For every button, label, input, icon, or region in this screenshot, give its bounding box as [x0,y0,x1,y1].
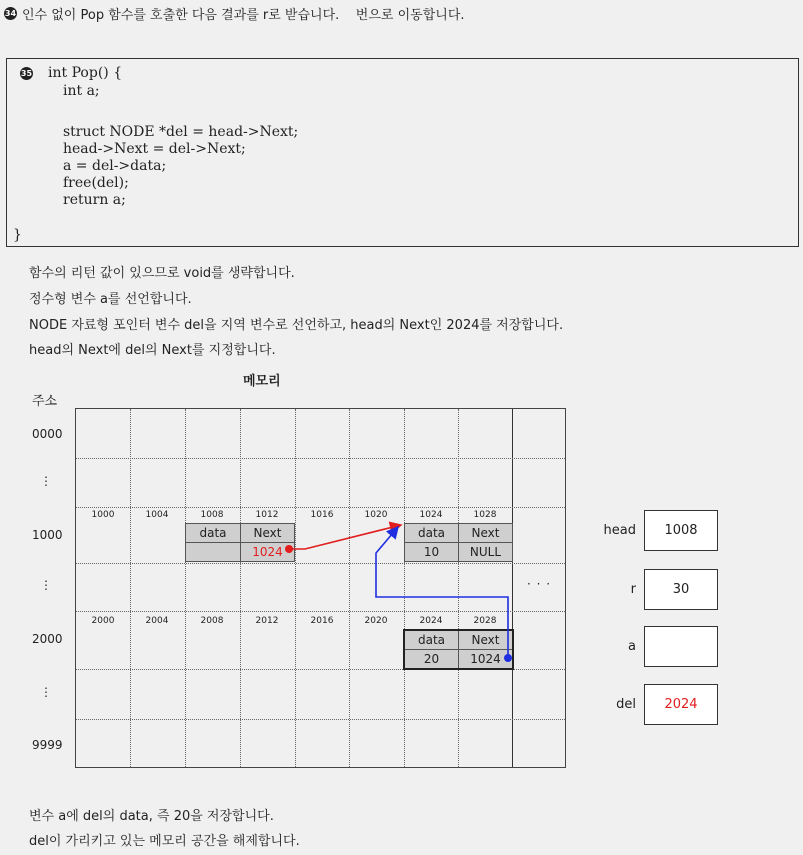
description-4: head의 Next에 del의 Next를 지정합니다. [29,343,276,358]
address-1016: 1016 [310,510,334,520]
address-2000: 2000 [91,616,115,626]
address-2004: 2004 [145,616,169,626]
var-r-label: r [630,582,636,597]
node-1024-data-value: 10 [404,542,459,562]
address-1004: 1004 [145,510,169,520]
address-label: 주소 [32,394,58,409]
var-a-label: a [628,639,636,654]
address-1024: 1024 [419,510,443,520]
node-1008-next-value: 1024 [240,542,295,562]
row-label-ellipsis-1: ⋮ [40,474,52,488]
row-label-2000: 2000 [32,632,63,646]
var-head-label: head [603,523,636,538]
var-head-box: 1008 [644,510,718,551]
address-1028: 1028 [473,510,497,520]
var-del-box: 2024 [644,684,718,725]
code-line-4: struct NODE *del = head->Next; [63,124,299,140]
code-line-7: free(del); [63,175,129,191]
row-label-ellipsis-3: ⋮ [40,685,52,699]
step-number-badge: 34 [4,9,17,18]
var-r-box: 30 [644,569,718,610]
row-label-9999: 9999 [32,738,63,752]
address-2012: 2012 [255,616,279,626]
step-header-text: 인수 없이 Pop 함수를 호출한 다음 결과를 r로 받습니다. 번으로 이동합니다. [22,8,465,23]
address-1012: 1012 [255,510,279,520]
code-line-9: } [13,227,22,243]
address-2020: 2020 [364,616,388,626]
code-line-6: a = del->data; [63,158,167,174]
row-label-1000: 1000 [32,528,63,542]
address-1020: 1020 [364,510,388,520]
description-1: 함수의 리턴 값이 있으므로 void를 생략합니다. [29,266,295,281]
address-2016: 2016 [310,616,334,626]
address-1008: 1008 [200,510,224,520]
code-line-1: int Pop() { [48,65,123,81]
red-pointer-arrow [285,525,401,553]
description-6: del이 가리키고 있는 메모리 공간을 해제합니다. [29,834,300,849]
address-2024: 2024 [419,616,443,626]
row-label-ellipsis-2: ⋮ [40,578,52,592]
node-1024-next-header: Next [458,523,513,543]
node-1008-data-header: data [185,523,241,543]
address-1000: 1000 [91,510,115,520]
var-del-label: del [616,697,636,712]
address-2008: 2008 [200,616,224,626]
node-1024-data-header: data [404,523,459,543]
code-line-2: int a; [63,83,100,99]
code-line-5: head->Next = del->Next; [63,141,246,157]
description-2: 정수형 변수 a를 선언합니다. [29,292,192,307]
description-3: NODE 자료형 포인터 변수 del을 지역 변수로 선언하고, head의 Next인 2024를 저장합니다. [29,318,564,333]
blue-pointer-arrow [376,527,512,662]
node-1008-next-header: Next [240,523,295,543]
node-2024-data-value: 20 [404,649,459,669]
node-2024-next-value: 1024 [458,649,513,669]
node-2024-next-header: Next [458,630,513,650]
node-1024-next-value: NULL [458,542,513,562]
node-2024-data-header: data [404,630,459,650]
code-line-8: return a; [63,192,126,208]
description-5: 변수 a에 del의 data, 즉 20을 저장합니다. [29,809,274,824]
row-label-0000: 0000 [32,427,63,441]
memory-ellipsis: · · · [526,577,552,591]
code-step-badge: 35 [20,69,33,78]
memory-title: 메모리 [243,374,281,389]
address-2028: 2028 [473,616,497,626]
